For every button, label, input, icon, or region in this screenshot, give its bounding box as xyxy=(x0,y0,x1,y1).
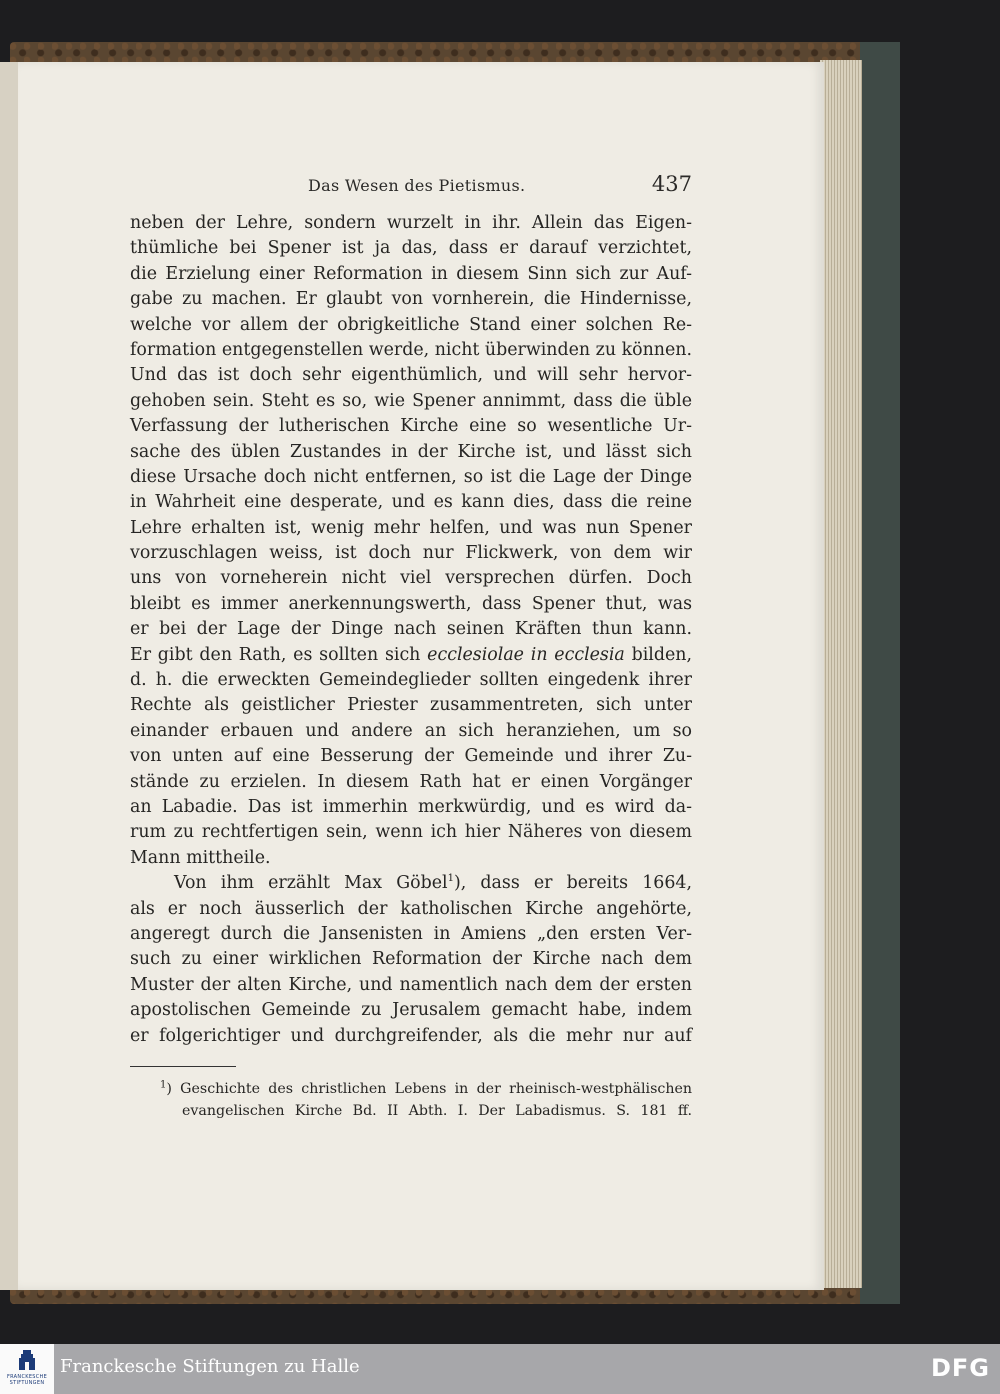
text-line: von unten auf eine Besserung der Gemeinde und ihrer Zu- xyxy=(130,746,692,767)
text-line: er bei der Lage der Dinge nach seinen Kräften thun kann. xyxy=(130,619,692,640)
text-line: diese Ursache doch nicht entfernen, so ist die Lage der Dinge xyxy=(130,466,692,487)
text-line: vorzuschlagen weiss, ist doch nur Flickwerk, von dem wir xyxy=(130,543,692,564)
footnote-rule xyxy=(130,1066,236,1067)
text-fragment: ), dass er bereits 1664, xyxy=(453,873,693,894)
footnote-text: ) Geschichte des christlichen Lebens in der rheinisch-westphälischen xyxy=(166,1081,692,1097)
running-head: Das Wesen des Pietismus. xyxy=(308,176,526,195)
footnote-reference[interactable]: 1 xyxy=(447,873,454,885)
text-line: apostolischen Gemeinde zu Jerusalem gemacht habe, indem xyxy=(130,1000,692,1021)
text-fragment: Von ihm erzählt Max Göbel xyxy=(174,873,448,894)
text-line: thümliche bei Spener ist ja das, dass er darauf verzichtet, xyxy=(130,238,692,259)
footnote-line xyxy=(130,1078,692,1100)
text-line: er folgerichtiger und durchgreifender, als die mehr nur auf xyxy=(130,1025,692,1046)
page-edges xyxy=(820,60,862,1288)
text-line: sache des üblen Zustandes in der Kirche ist, und lässt sich xyxy=(130,441,692,462)
franckesche-stiftungen-logo[interactable] xyxy=(0,1344,54,1394)
body-text xyxy=(130,211,692,1049)
text-line: in Wahrheit eine desperate, und es kann dies, dass die reine xyxy=(130,492,692,513)
footnote xyxy=(130,1078,692,1122)
text-line: gabe zu machen. Er glaubt von vornherein, die Hindernisse, xyxy=(130,289,692,310)
text-line: welche vor allem der obrigkeitliche Stand einer solchen Re- xyxy=(130,314,692,335)
left-page-edge xyxy=(0,62,20,1290)
text-line: rum zu rechtfertigen sein, wenn ich hier Näheres von diesem xyxy=(130,822,692,843)
text-line: die Erzielung einer Reformation in diesem Sinn sich zur Auf- xyxy=(130,263,692,284)
text-line: als er noch äusserlich der katholischen Kirche angehörte, xyxy=(130,898,692,919)
text-line: uns von vorneherein nicht viel versprechen dürfen. Doch xyxy=(130,568,692,589)
text-line: angeregt durch die Jansenisten in Amiens „den ersten Ver- xyxy=(130,923,692,944)
text-line: Verfassung der lutherischen Kirche eine so wesentliche Ur- xyxy=(130,416,692,437)
text-line: einander erbauen und andere an sich heranziehen, um so xyxy=(130,720,692,741)
text-line: gehoben sein. Steht es so, wie Spener annimmt, dass die üble xyxy=(130,390,692,411)
text-line: such zu einer wirklichen Reformation der Kirche nach dem xyxy=(130,949,692,970)
book-spine xyxy=(860,42,900,1304)
footnote-marker: 1 xyxy=(160,1079,167,1091)
institution-name: Franckesche Stiftungen zu Halle xyxy=(60,1356,360,1377)
text-line: formation entgegenstellen werde, nicht überwinden zu können. xyxy=(130,339,692,360)
dfg-logo[interactable]: DFG xyxy=(930,1354,990,1382)
text-fragment: bilden, xyxy=(624,644,692,665)
building-icon xyxy=(17,1350,37,1372)
italic-phrase: ecclesiolae in ecclesia xyxy=(427,644,625,665)
footnote-line: evangelischen Kirche Bd. II Abth. I. Der Labadismus. S. 181 ff. xyxy=(182,1103,692,1119)
text-line: Und das ist doch sehr eigenthümlich, und will sehr hervor- xyxy=(130,365,692,386)
page-header xyxy=(130,172,692,202)
text-line: stände zu erzielen. In diesem Rath hat er einen Vorgänger xyxy=(130,771,692,792)
text-line: Lehre erhalten ist, wenig mehr helfen, und was nun Spener xyxy=(130,517,692,538)
page-number: 437 xyxy=(651,172,692,196)
text-line: d. h. die erweckten Gemeindeglieder sollten eingedenk ihrer xyxy=(130,670,692,691)
viewer-footer xyxy=(0,1344,1000,1394)
text-line: Mann mittheile. xyxy=(130,847,271,868)
paragraph-first-line xyxy=(130,871,692,896)
text-fragment: Er gibt den Rath, es sollten sich xyxy=(130,644,428,665)
text-line: Muster der alten Kirche, und namentlich nach dem der ersten xyxy=(130,974,692,995)
text-line: bleibt es immer anerkennungswerth, dass Spener thut, was xyxy=(130,593,692,614)
logo-text: FRANCKESCHE STIFTUNGEN xyxy=(6,1374,48,1386)
text-line-italic-phrase xyxy=(130,643,692,668)
text-line: an Labadie. Das ist immerhin merkwürdig, und es wird da- xyxy=(130,796,692,817)
text-line: neben der Lehre, sondern wurzelt in ihr. Allein das Eigen- xyxy=(130,213,692,233)
text-line: Rechte als geistlicher Priester zusammentreten, sich unter xyxy=(130,695,692,716)
